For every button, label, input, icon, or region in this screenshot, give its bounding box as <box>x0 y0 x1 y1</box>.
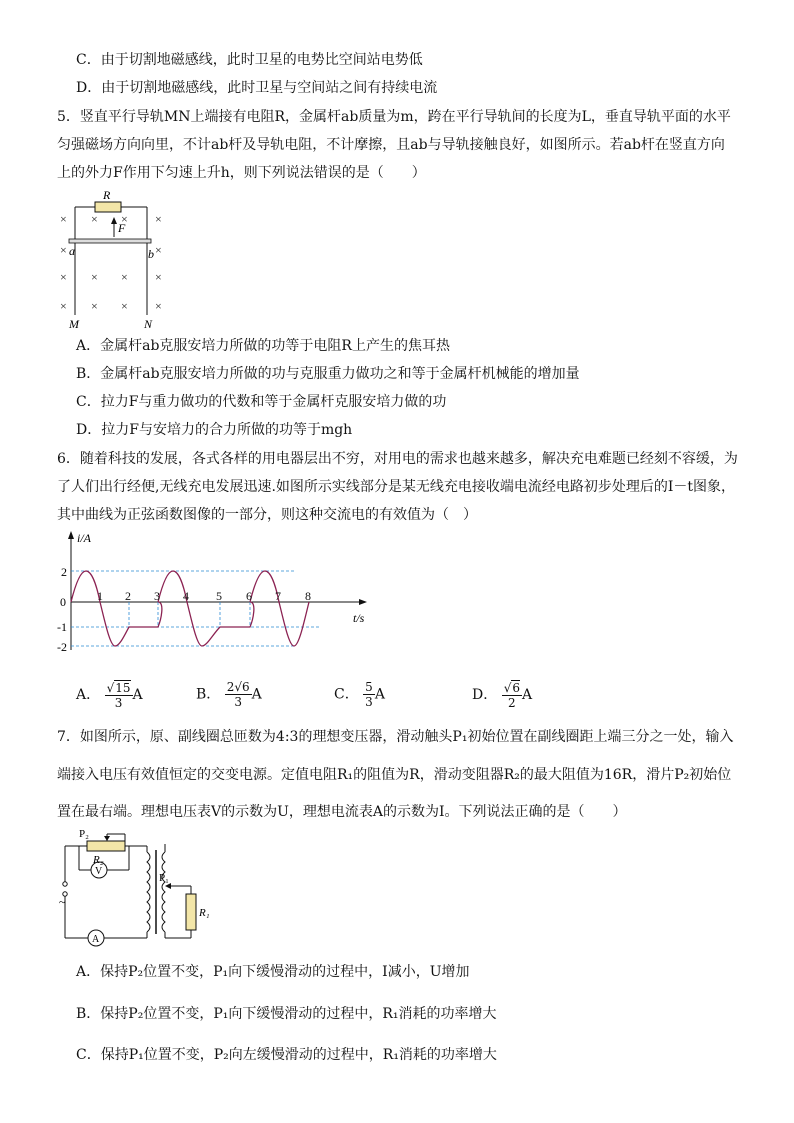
field-cross: × <box>121 212 128 226</box>
resistor-r <box>95 202 121 212</box>
q6-stem-line1: 6．随着科技的发展，各式各样的用电器层出不穷，对用电的需求也越来越多，解决充电难题已经刻不容缓，为 <box>57 451 738 467</box>
field-cross: × <box>60 299 67 313</box>
field-cross: × <box>60 212 67 226</box>
rod-ab <box>69 239 151 243</box>
q6-option-d <box>472 680 532 710</box>
primary-coil <box>147 852 150 932</box>
y-tick-2: 2 <box>61 565 67 579</box>
origin-label: 0 <box>60 595 66 609</box>
y-axis-label: i/A <box>77 531 91 545</box>
q7-stem-line2: 端接入电压有效值恒定的交变电源。定值电阻R₁的阻值为R，滑动变阻器R₂的最大阻值为16R，滑片P₂初始位 <box>57 767 732 783</box>
field-cross: × <box>155 243 162 257</box>
field-cross: × <box>155 270 162 284</box>
resistor-r1 <box>186 894 196 930</box>
resistor-r2 <box>87 841 125 851</box>
q7-stem-line1: 7．如图所示，原、副线圈总匝数为4:3的理想变压器，滑动触头P₁初始位置在副线圈距上端三分之一处，输入 <box>57 729 734 745</box>
option-letter: D． <box>472 687 498 703</box>
q5-circuit-figure <box>57 187 177 332</box>
label-b: b <box>148 247 154 261</box>
x-tick-5: 5 <box>216 589 222 603</box>
x-tick-2: 2 <box>125 589 131 603</box>
label-a: A <box>92 934 100 945</box>
y-tick-neg1: -1 <box>57 620 67 634</box>
waveform-curve <box>71 571 309 646</box>
label-n: N <box>144 317 153 331</box>
option-letter: A． <box>76 687 101 703</box>
option-fraction: $\frac{√15}{3}$ <box>106 681 131 710</box>
q5-option-b: B．金属杆ab克服安培力所做的功与克服重力做功之和等于金属杆机械能的增加量 <box>76 366 580 382</box>
label-p1: P₁ <box>159 872 169 884</box>
field-cross: × <box>60 270 67 284</box>
x-axis-label: t/s <box>353 611 365 625</box>
q7-stem-line3: 置在最右端。理想电压表V的示数为U，理想电流表A的示数为I。下列说法正确的是（ ） <box>57 804 627 820</box>
q5-option-a: A．金属杆ab克服安培力所做的功等于电阻R上产生的焦耳热 <box>76 338 450 354</box>
q7-option-b: B．保持P₂位置不变，P₁向下缓慢滑动的过程中，R₁消耗的功率增大 <box>76 1006 497 1022</box>
x-tick-6: 6 <box>246 589 252 603</box>
q6-stem-line2: 了人们出行经便,无线充电发展迅速.如图所示实线部分是某无线充电接收端电流经电路初步处理后的I－t图象， <box>57 479 736 495</box>
secondary-coil <box>162 852 165 932</box>
q6-option-a <box>76 680 143 710</box>
field-cross: × <box>155 212 162 226</box>
q6-stem-line3: 其中曲线为正弦函数图像的一部分，则这种交流电的有效值为（ ） <box>57 507 477 523</box>
label-source: ~ <box>59 895 66 909</box>
q6-option-b <box>196 680 262 709</box>
q5-stem-line2: 匀强磁场方向向里，不计ab杆及导轨电阻，不计摩擦，且ab与导轨接触良好，如图所示。若ab杆在竖直方向 <box>57 137 725 153</box>
option-fraction: $\frac{√6}{2}$ <box>503 681 520 710</box>
label-f: F <box>118 221 126 235</box>
field-cross: × <box>91 299 98 313</box>
label-r: R <box>103 188 111 202</box>
x-tick-3: 3 <box>154 589 160 603</box>
q4-option-c: C．由于切割地磁感线，此时卫星的电势比空间站电势低 <box>76 52 423 68</box>
q5-stem-line3: 上的外力F作用下匀速上升h，则下列说法错误的是（ ） <box>57 165 426 181</box>
option-unit: A <box>132 687 143 703</box>
option-letter: B． <box>196 686 221 703</box>
q5-option-d: D．拉力F与安培力的合力所做的功等于mgh <box>76 422 353 438</box>
x-tick-8: 8 <box>305 589 311 603</box>
q7-option-c: C．保持P₁位置不变，P₂向左缓慢滑动的过程中，R₁消耗的功率增大 <box>76 1047 497 1063</box>
option-unit: A <box>521 687 533 703</box>
label-r1: R₁ <box>199 907 210 919</box>
field-cross: × <box>121 270 128 284</box>
field-cross: × <box>91 212 98 226</box>
q5-option-c: C．拉力F与重力做功的代数和等于金属杆克服安培力做的功 <box>76 394 447 410</box>
option-unit: A <box>251 686 262 703</box>
q7-option-a: A．保持P₂位置不变，P₁向下缓慢滑动的过程中，I减小，U增加 <box>76 964 470 980</box>
x-tick-4: 4 <box>183 589 189 603</box>
q6-current-graph <box>57 530 377 660</box>
option-letter: C． <box>334 686 359 703</box>
x-tick-1: 1 <box>97 589 103 603</box>
q5-stem-line1: 5．竖直平行导轨MN上端接有电阻R，金属杆ab质量为m，跨在平行导轨间的长度为L，垂直导轨平面的水平 <box>57 109 731 125</box>
field-cross: × <box>121 299 128 313</box>
field-cross: × <box>155 299 162 313</box>
label-a: a <box>69 244 75 258</box>
y-tick-neg2: -2 <box>57 640 67 654</box>
label-m: M <box>69 317 79 331</box>
option-fraction: $\frac{5}{3}$ <box>365 680 373 709</box>
label-r2: R₂ <box>93 854 104 866</box>
q6-option-c <box>334 680 385 709</box>
option-fraction: $\frac{2√6}{3}$ <box>226 680 250 709</box>
field-cross: × <box>60 243 67 257</box>
field-cross: × <box>91 270 98 284</box>
option-unit: A <box>374 686 385 703</box>
label-p2: P₂ <box>79 828 89 840</box>
q7-transformer-figure <box>57 826 227 951</box>
q4-option-d: D．由于切割地磁感线，此时卫星与空间站之间有持续电流 <box>76 80 438 96</box>
label-v: V <box>95 866 103 877</box>
x-tick-7: 7 <box>275 589 281 603</box>
